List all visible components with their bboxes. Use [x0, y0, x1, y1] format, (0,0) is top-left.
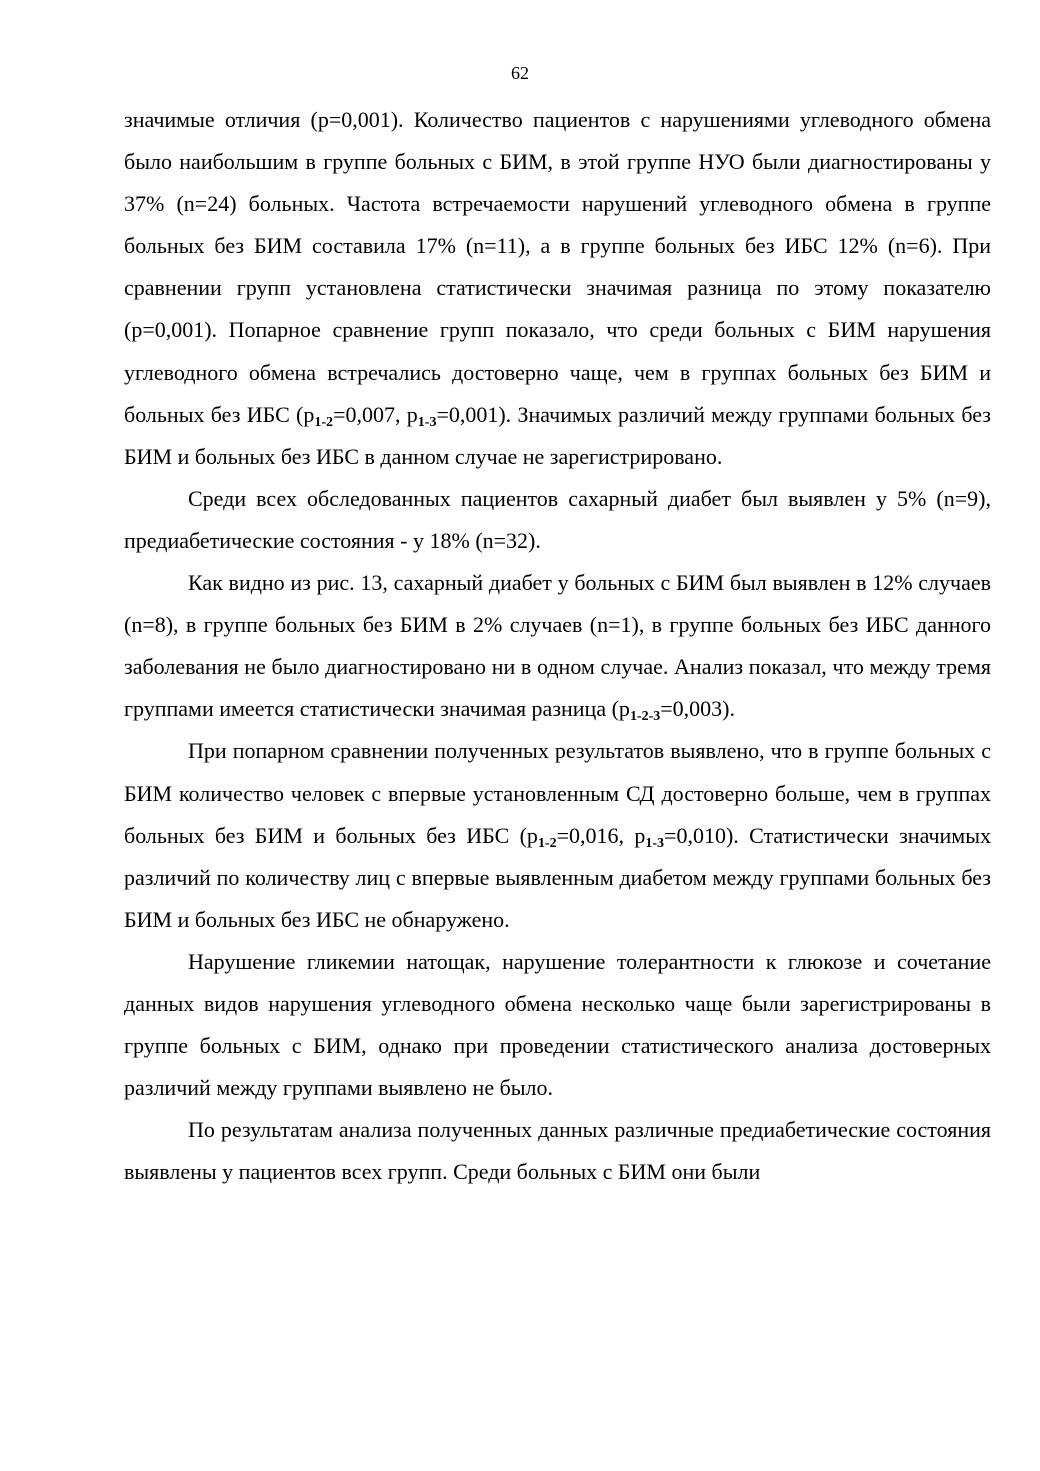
subscript: 1-3 — [417, 414, 437, 430]
text-run: По результатам анализа полученных данных различные предиабетические состояния выявлены у пациентов всех групп. Среди больных с БИМ они были — [124, 1117, 991, 1185]
text-run: =0,003). — [660, 696, 735, 722]
subscript: 1-3 — [645, 835, 665, 851]
paragraph-1 — [124, 99, 991, 478]
paragraph-6 — [124, 1109, 991, 1193]
text-run: Как видно из рис. 13, сахарный диабет у больных с БИМ был выявлен в 12% случаев (n=8), в группе больных без БИМ в 2% случаев (n=1), в группе больных без ИБС данного заболевания не было диагностировано ни в одном случае. Анализ показал, что между тремя группами имеется статистически значимая разница (р — [124, 570, 991, 722]
text-run: =0,001). Значимых различий между группами больных без БИМ и больных без ИБС в данном случае не зарегистрировано. — [124, 401, 991, 469]
page-number: 62 — [511, 63, 529, 83]
text-run: Нарушение гликемии натощак, нарушение толерантности к глюкозе и сочетание данных видов нарушения углеводного обмена несколько чаще были зарегистрированы в группе больных с БИМ, однако при проведении статистического анализа достоверных различий между группами выявлено не было. — [124, 948, 991, 1101]
paragraph-4 — [124, 730, 991, 940]
subscript: 1-2 — [314, 414, 334, 430]
text-run: =0,010). Статистически значимых различий по количеству лиц с впервые выявленным диабетом между группами больных без БИМ и больных без ИБС не обнаружено. — [124, 822, 991, 932]
paragraph-5 — [124, 941, 991, 1109]
body-text — [124, 99, 991, 1193]
text-run: =0,007, р — [333, 401, 418, 427]
text-run: При попарном сравнении полученных результатов выявлено, что в группе больных с БИМ количество человек с впервые установленным СД достоверно больше, чем в группах больных без БИМ и больных без ИБС (р — [124, 738, 991, 848]
subscript: 1-2 — [537, 835, 557, 851]
text-run: =0,016, р — [556, 822, 646, 848]
paragraph-3 — [124, 562, 991, 730]
paragraph-2 — [124, 478, 991, 562]
text-run: значимые отличия (р=0,001). Количество пациентов с нарушениями углеводного обмена было наибольшим в группе больных с БИМ, в этой группе НУО были диагностированы у 37% (n=24) больных. Частота встречаемости нарушений углеводного обмена в группе больных без БИМ составила 17% (n=11), а в группе больных без ИБС 12% (n=6). При сравнении групп установлена статистически значимая разница по этому показателю (р=0,001). Попарное сравнение групп показало, что среди больных с БИМ нарушения углеводного обмена встречались достоверно чаще, чем в группах больных без БИМ и больных без ИБС (р — [124, 107, 991, 427]
subscript: 1-2-3 — [629, 709, 661, 725]
text-run: Среди всех обследованных пациентов сахарный диабет был выявлен у 5% (n=9), предиабетические состояния - у 18% (n=32). — [124, 485, 991, 553]
